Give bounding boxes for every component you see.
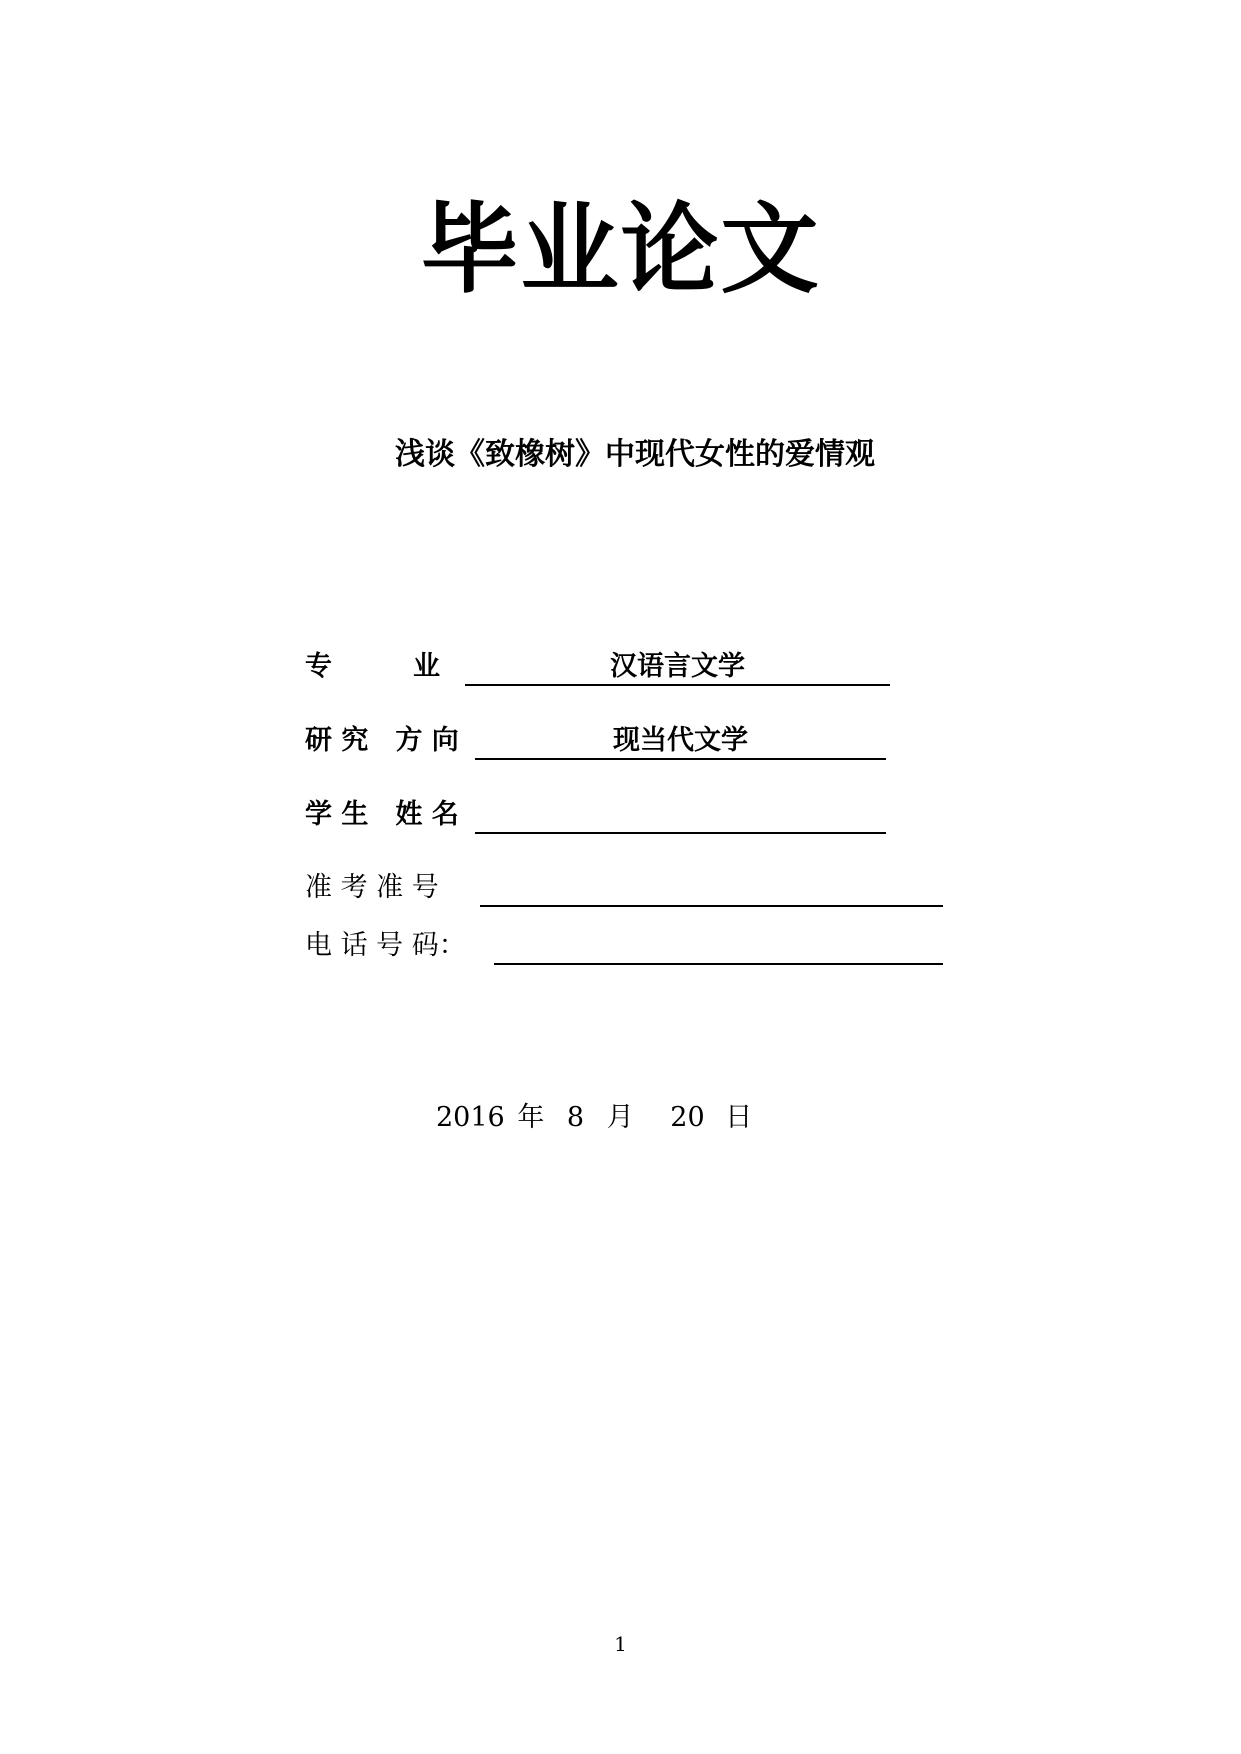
date-day-unit: 日	[725, 1102, 753, 1133]
major-value: 汉语言文学	[610, 651, 745, 682]
thesis-title: 浅谈《致橡树》中现代女性的爱情观	[395, 437, 875, 472]
major-label: 专 业	[305, 651, 440, 682]
date-line	[436, 1098, 752, 1138]
research-direction-value: 现当代文学	[613, 725, 748, 756]
exam-number-label: 准 考 准 号	[305, 872, 439, 903]
exam-number-underline	[480, 905, 943, 907]
research-direction-row	[305, 721, 905, 761]
date-day: 20	[670, 1102, 705, 1133]
student-name-row	[305, 795, 905, 835]
research-direction-label: 研 究 方 向	[305, 725, 459, 756]
page-number: 1	[614, 1632, 627, 1656]
date-month-unit: 月	[606, 1102, 634, 1133]
phone-label: 电 话 号 码：	[305, 930, 466, 961]
date-year: 2016	[436, 1102, 505, 1133]
exam-number-row	[305, 868, 945, 908]
phone-row	[305, 926, 945, 966]
student-name-underline	[475, 832, 886, 834]
date-month: 8	[566, 1102, 585, 1133]
phone-underline	[494, 963, 943, 965]
main-title: 毕业论文	[420, 192, 821, 307]
major-row	[305, 647, 905, 687]
student-name-label: 学 生 姓 名	[305, 799, 459, 830]
date-year-unit: 年	[517, 1102, 545, 1133]
